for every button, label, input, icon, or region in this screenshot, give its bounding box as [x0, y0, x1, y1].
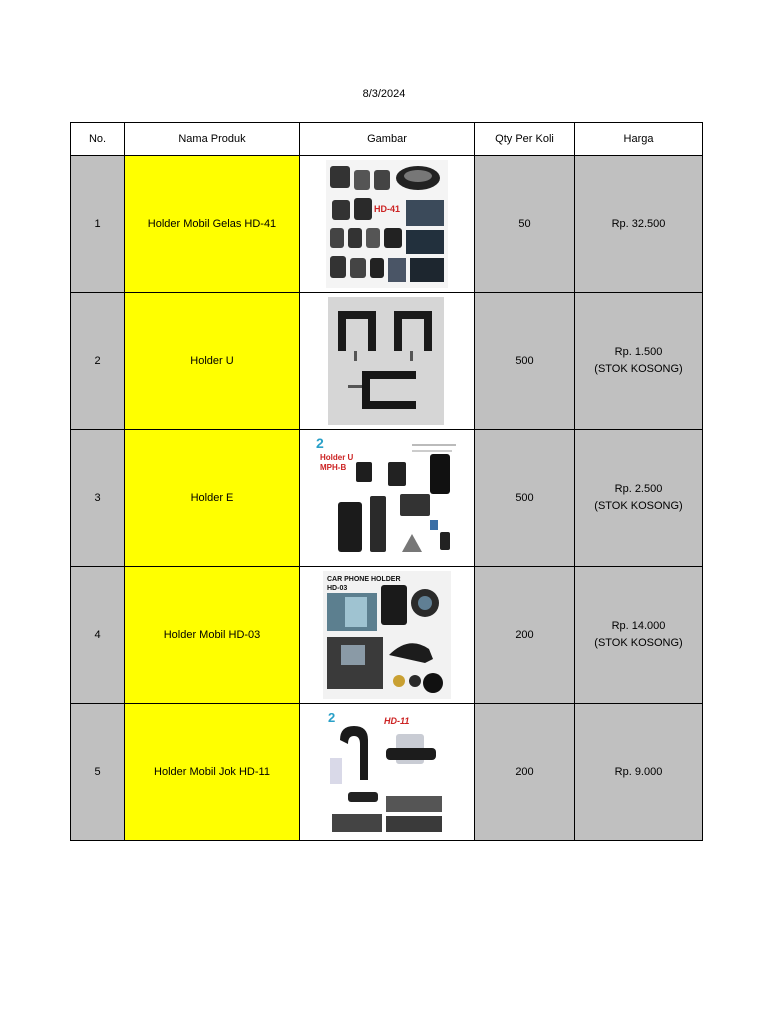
row-number: 1: [71, 156, 125, 293]
column-header-price: Harga: [575, 123, 703, 156]
column-header-image: Gambar: [300, 123, 475, 156]
product-image-cell: [300, 156, 475, 293]
column-header-no: No.: [71, 123, 125, 156]
product-name: Holder E: [125, 430, 300, 567]
product-name: Holder U: [125, 293, 300, 430]
qty-per-koli: 500: [475, 293, 575, 430]
column-header-name: Nama Produk: [125, 123, 300, 156]
product-image-e-holder: [312, 434, 462, 562]
stock-status: (STOK KOSONG): [594, 500, 683, 512]
product-image-phone-holder: [323, 571, 451, 699]
table-row: [71, 293, 703, 430]
price-cell: [575, 293, 703, 430]
product-name: Holder Mobil HD-03: [125, 567, 300, 704]
image-caption: HD-03: [327, 585, 348, 592]
price-value: Rp. 32.500: [611, 217, 666, 230]
image-caption: HD-11: [384, 716, 410, 726]
column-header-qty: Qty Per Koli: [475, 123, 575, 156]
product-image-cell: [300, 567, 475, 704]
price-cell: [575, 430, 703, 567]
product-name: Holder Mobil Gelas HD-41: [125, 156, 300, 293]
table-header-row: [71, 123, 703, 156]
price-value: Rp. 2.500: [614, 483, 663, 495]
document-date: 8/3/2024: [362, 88, 406, 100]
price-value: Rp. 1.500: [614, 346, 663, 358]
table-row: [71, 156, 703, 293]
qty-per-koli: 200: [475, 704, 575, 841]
image-caption: MPH-B: [320, 463, 347, 472]
product-image-cell: [300, 293, 475, 430]
row-number: 3: [71, 430, 125, 567]
qty-per-koli: 500: [475, 430, 575, 567]
price-value: Rp. 14.000: [611, 620, 666, 632]
price-cell: [575, 704, 703, 841]
table-row: [71, 704, 703, 841]
product-image-seat-hook-holder: [326, 708, 448, 836]
product-image-cup-holder: [326, 160, 448, 288]
product-image-cell: [300, 704, 475, 841]
image-caption: 2: [316, 435, 324, 451]
qty-per-koli: 50: [475, 156, 575, 293]
table-row: [71, 567, 703, 704]
image-caption: HD-41: [374, 204, 401, 214]
product-image-u-holder: [326, 297, 448, 425]
qty-per-koli: 200: [475, 567, 575, 704]
product-table: [70, 122, 703, 841]
price-cell: [575, 156, 703, 293]
product-image-cell: [300, 430, 475, 567]
row-number: 4: [71, 567, 125, 704]
price-cell: [575, 567, 703, 704]
price-value: Rp. 9.000: [614, 765, 663, 778]
table-row: [71, 430, 703, 567]
product-name: Holder Mobil Jok HD-11: [125, 704, 300, 841]
row-number: 5: [71, 704, 125, 841]
image-caption: Holder U: [320, 453, 354, 462]
stock-status: (STOK KOSONG): [594, 363, 683, 375]
stock-status: (STOK KOSONG): [594, 637, 683, 649]
row-number: 2: [71, 293, 125, 430]
image-caption: CAR PHONE HOLDER: [327, 576, 401, 583]
image-caption: 2: [328, 710, 336, 725]
